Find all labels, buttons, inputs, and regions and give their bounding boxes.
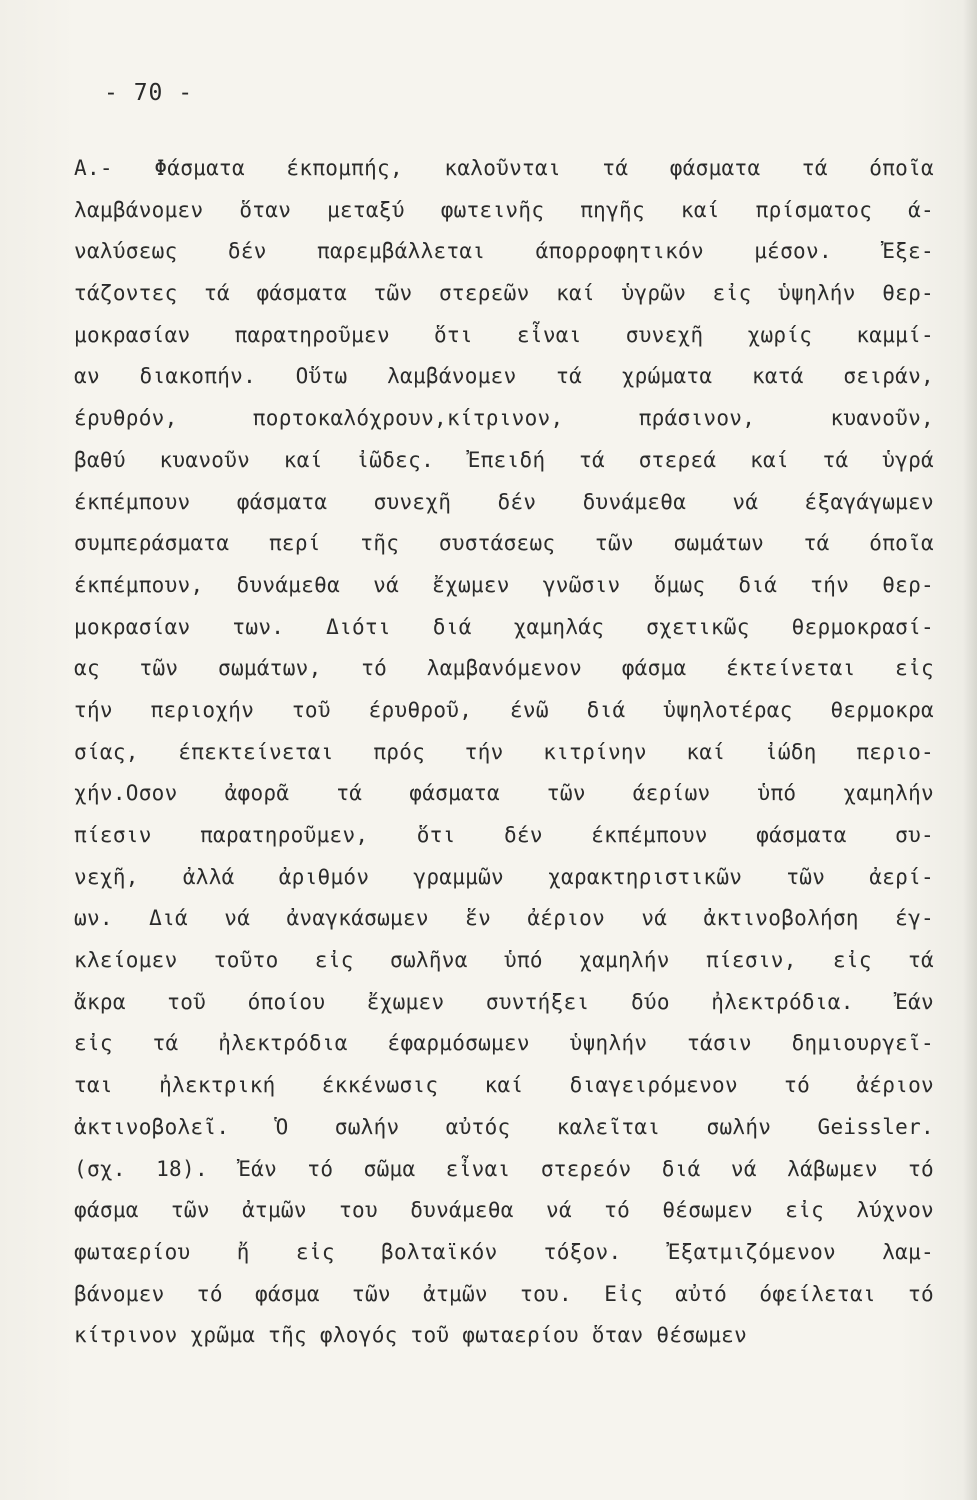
text-line: έκπέμπουν φάσματα συνεχῆ δέν δυνάμεθα νά έξαγάγωμεν	[74, 489, 934, 514]
text-line: αν διακοπήν. Οὕτω λαμβάνομεν τά χρώματα κατά σειράν,	[74, 364, 934, 389]
text-line: σίας, έπεκτείνεται πρός τήν κιτρίνην καί ἰώδη περιο-	[74, 739, 934, 764]
text-line: φωταερίου ἤ εἰς βολταϊκόν τόξον. Ἐξατμιζόμενον λαμ-	[74, 1239, 934, 1264]
text-line: ται ἠλεκτρική έκκένωσις καί διαγειρόμενον τό ἀέριον	[74, 1073, 934, 1098]
text-line: νεχῆ, ἀλλά ἀριθμόν γραμμῶν χαρακτηριστικῶν τῶν ἀερί-	[74, 864, 934, 889]
text-line: ναλύσεως δέν παρεμβάλλεται άπορροφητικόν μέσον. Ἐξε-	[74, 239, 934, 264]
text-line: (σχ. 18). Ἐάν τό σῶμα εἶναι στερεόν διά νά λάβωμεν τό	[74, 1156, 934, 1181]
text-line: πίεσιν παρατηροῦμεν, ὅτι δέν έκπέμπουν φάσματα συ-	[74, 823, 934, 847]
page-edge-shadow	[963, 0, 977, 1500]
text-line: ων. Διά νά ἀναγκάσωμεν ἕν ἀέριον νά ἀκτινοβολήση έγ-	[74, 906, 934, 931]
text-line: έκπέμπουν, δυνάμεθα νά ἔχωμεν γνῶσιν ὅμως διά τήν θερ-	[74, 572, 934, 597]
text-line: χήν.Οσον ἀφορᾶ τά φάσματα τῶν άερίων ὑπό χαμηλήν	[74, 781, 934, 806]
text-line: κλείομεν τοῦτο εἰς σωλῆνα ὑπό χαμηλήν πίεσιν, εἰς τά	[74, 948, 934, 973]
text-line: ας τῶν σωμάτων, τό λαμβανόμενον φάσμα έκτείνεται εἰς	[74, 656, 934, 681]
text-line: Α.- Φάσματα έκπομπής, καλοῦνται τά φάσματα τά όποῖα	[74, 156, 934, 180]
text-line: τήν περιοχήν τοῦ έρυθροῦ, ένῶ διά ὑψηλοτέρας θερμοκρα	[74, 697, 934, 722]
text-line: ἄκρα τοῦ όποίου ἔχωμεν συντήξει δύο ἠλεκτρόδια. Ἐάν	[74, 989, 934, 1014]
text-line: ἀκτινοβολεῖ. Ὁ σωλήν αὐτός καλεῖται σωλήν Geissler.	[74, 1114, 934, 1139]
text-line: συμπεράσματα περί τῆς συστάσεως τῶν σωμάτων τά όποῖα	[74, 531, 934, 556]
text-line: φάσμα τῶν ἀτμῶν του δυνάμεθα νά τό θέσωμεν εἰς λύχνον	[74, 1198, 934, 1223]
text-line: λαμβάνομεν ὅταν μεταξύ φωτεινῆς πηγῆς καί πρίσματος ά-	[74, 197, 934, 222]
page-number: - 70 -	[104, 80, 194, 106]
text-line: βαθύ κυανοῦν καί ἰῶδες. Ἐπειδή τά στερεά καί τά ὑγρά	[74, 447, 934, 472]
text-line: εἰς τά ἠλεκτρόδια έφαρμόσωμεν ὑψηλήν τάσιν δημιουργεῖ-	[74, 1031, 934, 1056]
text-line: τάζοντες τά φάσματα τῶν στερεῶν καί ὑγρῶν εἰς ὑψηλήν θερ-	[74, 281, 934, 306]
text-line: έρυθρόν, πορτοκαλόχρουν,κίτρινον, πράσινον, κυανοῦν,	[74, 406, 934, 431]
text-line: μοκρασίαν των. Διότι διά χαμηλάς σχετικῶς θερμοκρασί-	[74, 614, 934, 639]
text-line: μοκρασίαν παρατηροῦμεν ὅτι εἶναι συνεχῆ χωρίς καμμί-	[74, 322, 934, 347]
text-line: βάνομεν τό φάσμα τῶν ἀτμῶν του. Εἰς αὐτό όφείλεται τό	[74, 1281, 934, 1306]
text-line: κίτρινον χρῶμα τῆς φλογός τοῦ φωταερίου ὅταν θέσωμεν	[74, 1323, 748, 1348]
body-text	[74, 148, 934, 1357]
